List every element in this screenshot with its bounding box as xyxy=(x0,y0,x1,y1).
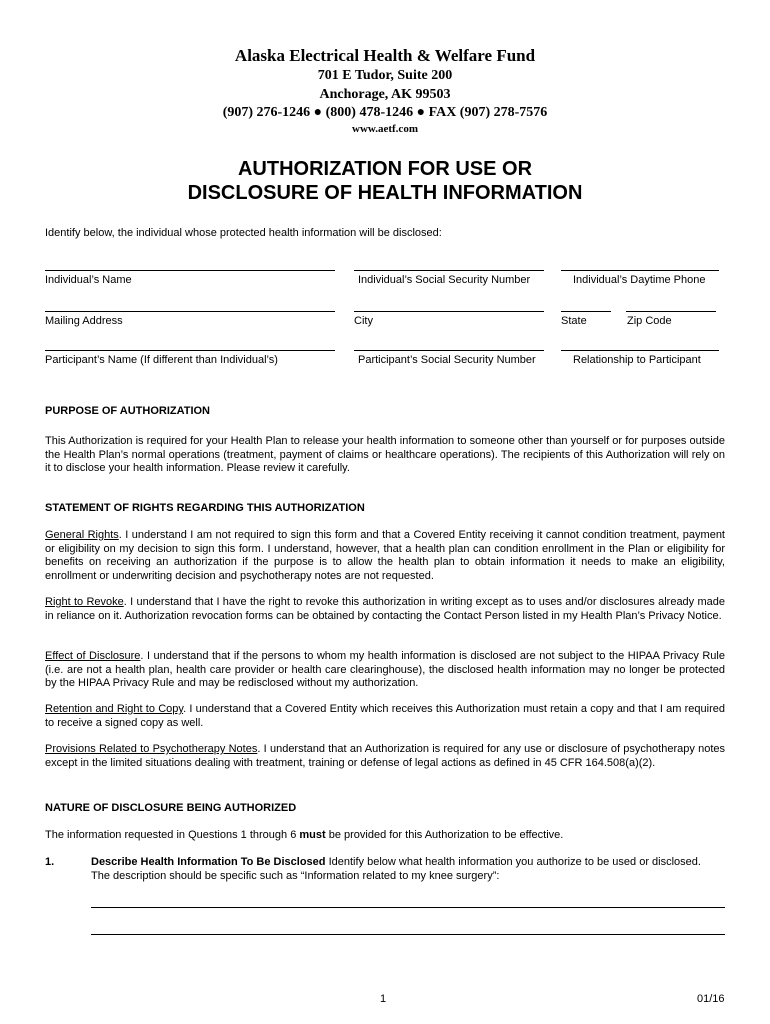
nature-intro-part-2: be provided for this Authorization to be effective. xyxy=(325,829,564,841)
individual-ssn-label: Individual’s Social Security Number xyxy=(358,274,531,286)
nature-heading: NATURE OF DISCLOSURE BEING AUTHORIZED xyxy=(45,802,297,814)
revoke-text: . I understand that I have the right to revoke this authorization in writing except as to uses and/or disclosures already made in reliance on it. Authorization revocation forms can be obtained by contacting the Contact Person listed in my Health Plan’s Privacy Notice. xyxy=(45,596,725,622)
zip-input[interactable] xyxy=(626,311,716,312)
address-line-1: 701 E Tudor, Suite 200 xyxy=(317,68,453,83)
daytime-phone-label: Individual’s Daytime Phone xyxy=(573,274,706,286)
psychotherapy-title: Provisions Related to Psychotherapy Notes xyxy=(45,743,258,755)
retention-title: Retention and Right to Copy xyxy=(45,703,184,715)
question-1-prompt xyxy=(91,856,731,868)
form-title-line-1: AUTHORIZATION FOR USE OR xyxy=(237,158,533,180)
city-input[interactable] xyxy=(354,311,544,312)
question-1-title: Describe Health Information To Be Disclosed xyxy=(91,856,326,868)
rights-heading: STATEMENT OF RIGHTS REGARDING THIS AUTHORIZATION xyxy=(45,502,365,514)
effect-paragraph xyxy=(45,650,725,691)
mailing-address-label: Mailing Address xyxy=(45,315,123,327)
city-label: City xyxy=(354,315,373,327)
question-1-text: Identify below what health information you authorize to be used or disclosed. xyxy=(325,856,701,868)
effect-title: Effect of Disclosure xyxy=(45,650,141,662)
effect-text: . I understand that if the persons to whom my health information is disclosed are not subject to the HIPAA Privacy Rule (i.e. are not a health plan, health care provider or health care clearinghouse), the disclosed health information may no longer be protected by the HIPAA Privacy Rule and may be redisclosed without my authorization. xyxy=(45,650,725,690)
page-number: 1 xyxy=(380,993,387,1005)
state-label: State xyxy=(561,315,587,327)
org-name: Alaska Electrical Health & Welfare Fund xyxy=(234,46,536,65)
psychotherapy-paragraph xyxy=(45,743,725,770)
phone-line: (907) 276-1246 ● (800) 478-1246 ● FAX (907) 278-7576 xyxy=(222,105,548,120)
retention-text: . I understand that a Covered Entity which receives this Authorization must retain a copy and that I am required to receive a signed copy as well. xyxy=(45,703,725,729)
participant-ssn-input[interactable] xyxy=(354,350,544,351)
website: www.aetf.com xyxy=(352,123,418,135)
health-info-description-line-2[interactable] xyxy=(91,934,725,935)
participant-name-input[interactable] xyxy=(45,350,335,351)
zip-label: Zip Code xyxy=(627,315,672,327)
relationship-label: Relationship to Participant xyxy=(573,354,701,366)
form-title-line-2: DISCLOSURE OF HEALTH INFORMATION xyxy=(187,182,583,204)
purpose-text: This Authorization is required for your Health Plan to release your health information to someone other than yourself or for purposes outside the Health Plan’s normal operations (treatment, payment of claims or healthcare operations). The recipients of this Authorization will rely on it to disclose your health information. Please review it carefully. xyxy=(45,435,725,475)
address-line-2: Anchorage, AK 99503 xyxy=(319,87,451,102)
general-rights-title: General Rights xyxy=(45,529,119,541)
identify-intro: Identify below, the individual whose protected health information will be disclosed: xyxy=(45,227,442,239)
general-rights-text: . I understand I am not required to sign this form and that a Covered Entity receiving it cannot condition treatment, payment or eligibility on my decision to sign this form. I understand, however, that a health plan can condition enrollment in the Plan or eligibility for benefits on receiving an authorization if the purpose is to allow the health plan to obtain information it needs to make an eligibility, enrollment or underwriting decision and psychotherapy notes are not requested. xyxy=(45,529,725,582)
individual-ssn-input[interactable] xyxy=(354,270,544,271)
nature-intro-part-1: The information requested in Questions 1 through 6 xyxy=(45,829,300,841)
mailing-address-input[interactable] xyxy=(45,311,335,312)
retention-paragraph xyxy=(45,703,725,730)
revoke-title: Right to Revoke xyxy=(45,596,124,608)
revision-date: 01/16 xyxy=(697,993,725,1005)
participant-name-label: Participant’s Name (If different than Individual’s) xyxy=(45,354,278,366)
psychotherapy-text: . I understand that an Authorization is required for any use or disclosure of psychotherapy notes except in the limited situations dealing with treatment, training or defense of legal actions as defined in 45 CFR 164.508(a)(2). xyxy=(45,743,725,769)
question-1-subtext: The description should be specific such as “Information related to my knee surgery”: xyxy=(91,870,500,882)
question-1-number: 1. xyxy=(45,856,55,868)
general-rights-paragraph xyxy=(45,529,725,583)
revoke-paragraph xyxy=(45,596,725,623)
nature-intro-must: must xyxy=(299,829,326,841)
nature-intro xyxy=(45,829,563,841)
daytime-phone-input[interactable] xyxy=(561,270,719,271)
purpose-heading: PURPOSE OF AUTHORIZATION xyxy=(45,405,210,417)
individual-name-label: Individual’s Name xyxy=(45,274,132,286)
state-input[interactable] xyxy=(561,311,611,312)
individual-name-input[interactable] xyxy=(45,270,335,271)
relationship-input[interactable] xyxy=(561,350,719,351)
health-info-description-line-1[interactable] xyxy=(91,907,725,908)
participant-ssn-label: Participant’s Social Security Number xyxy=(358,354,536,366)
